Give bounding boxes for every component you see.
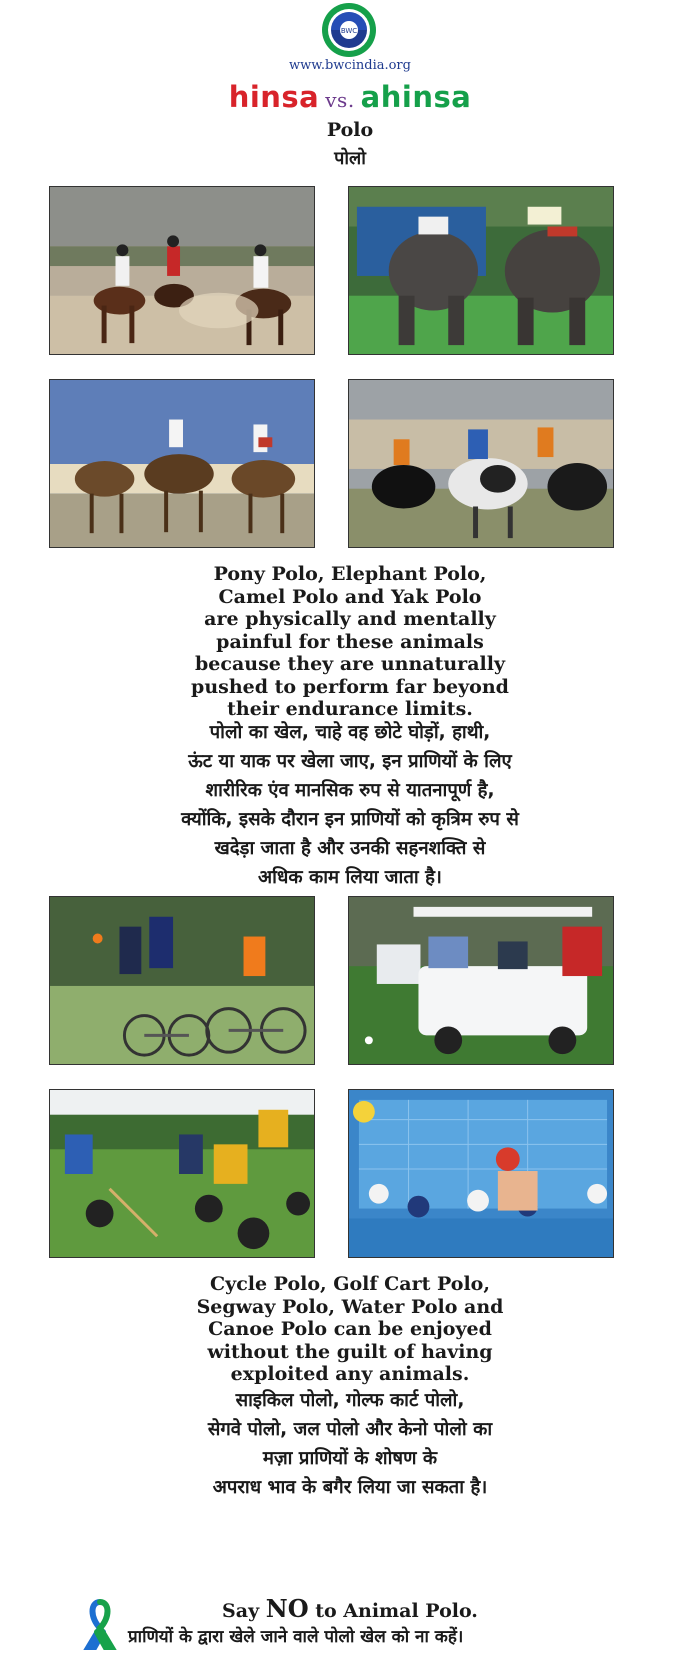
animal-polo-paragraph-en [90, 563, 610, 721]
bwc-logo [321, 2, 377, 58]
line: painful for these animals [216, 630, 484, 653]
water-polo-photo [348, 1089, 614, 1258]
line: अपराध भाव के बगैर लिया जा सकता है। [212, 1477, 488, 1498]
line: pushed to perform far beyond [191, 675, 509, 698]
vs-word: vs. [325, 88, 355, 112]
pony-polo-photo [49, 186, 315, 355]
line: without the guilt of having [207, 1340, 493, 1363]
alt-polo-paragraph-hi [70, 1386, 630, 1502]
line: Cycle Polo, Golf Cart Polo, [210, 1273, 490, 1295]
title-hindi: पोलो [334, 148, 366, 169]
line: because they are unnaturally [195, 653, 505, 675]
elephant-polo-photo [348, 186, 614, 355]
line: शारीरिक एंव मानसिक रुप से यातनापूर्ण है, [205, 780, 495, 801]
line: साइकिल पोलो, गोल्फ कार्ट पोलो, [235, 1390, 465, 1411]
cycle-polo-photo [49, 896, 315, 1065]
golf-cart-polo-photo [348, 896, 614, 1065]
line: सेगवे पोलो, जल पोलो और केनो पोलो का [207, 1419, 493, 1440]
say-no-slogan-hi: प्राणियों के द्वारा खेले जाने वाले पोलो खेल को ना कहें। [128, 1627, 464, 1647]
line: Camel Polo and Yak Polo [218, 585, 482, 608]
say-word: Say [222, 1600, 260, 1622]
line: अधिक काम लिया जाता है। [258, 867, 442, 888]
line: ऊंट या याक पर खेला जाए, इन प्राणियों के लिए [188, 751, 512, 772]
no-word: NO [265, 1594, 309, 1623]
line: Canoe Polo can be enjoyed [208, 1318, 492, 1340]
line: exploited any animals. [230, 1363, 470, 1385]
line: मज़ा प्राणियों के शोषण के [262, 1448, 438, 1469]
hinsa-vs-ahinsa-heading [0, 80, 700, 114]
line: Pony Polo, Elephant Polo, [213, 563, 487, 585]
yak-polo-photo [348, 379, 614, 548]
segway-polo-photo [49, 1089, 315, 1258]
line: their endurance limits. [227, 698, 473, 720]
title-english: Polo [326, 119, 374, 141]
animal-polo-paragraph-hi [70, 718, 630, 892]
slogan-rest: to Animal Polo. [315, 1600, 478, 1622]
alt-polo-paragraph-en [90, 1273, 610, 1386]
line: पोलो का खेल, चाहे वह छोटे घोड़ों, हाथी, [209, 722, 491, 743]
line: खदेड़ा जाता है और उनकी सहनशक्ति से [214, 838, 486, 859]
hinsa-word: hinsa [228, 80, 320, 114]
line: क्योंकि, इसके दौरान इन प्राणियों को कृत्रिम रुप से [181, 809, 519, 830]
website-url[interactable]: www.bwcindia.org [289, 58, 411, 73]
line: Segway Polo, Water Polo and [196, 1295, 504, 1318]
line: are physically and mentally [204, 608, 496, 630]
ahinsa-word: ahinsa [360, 80, 472, 114]
logo-text: BWC [340, 27, 358, 35]
say-no-slogan-en [0, 1594, 700, 1623]
camel-polo-photo [49, 379, 315, 548]
